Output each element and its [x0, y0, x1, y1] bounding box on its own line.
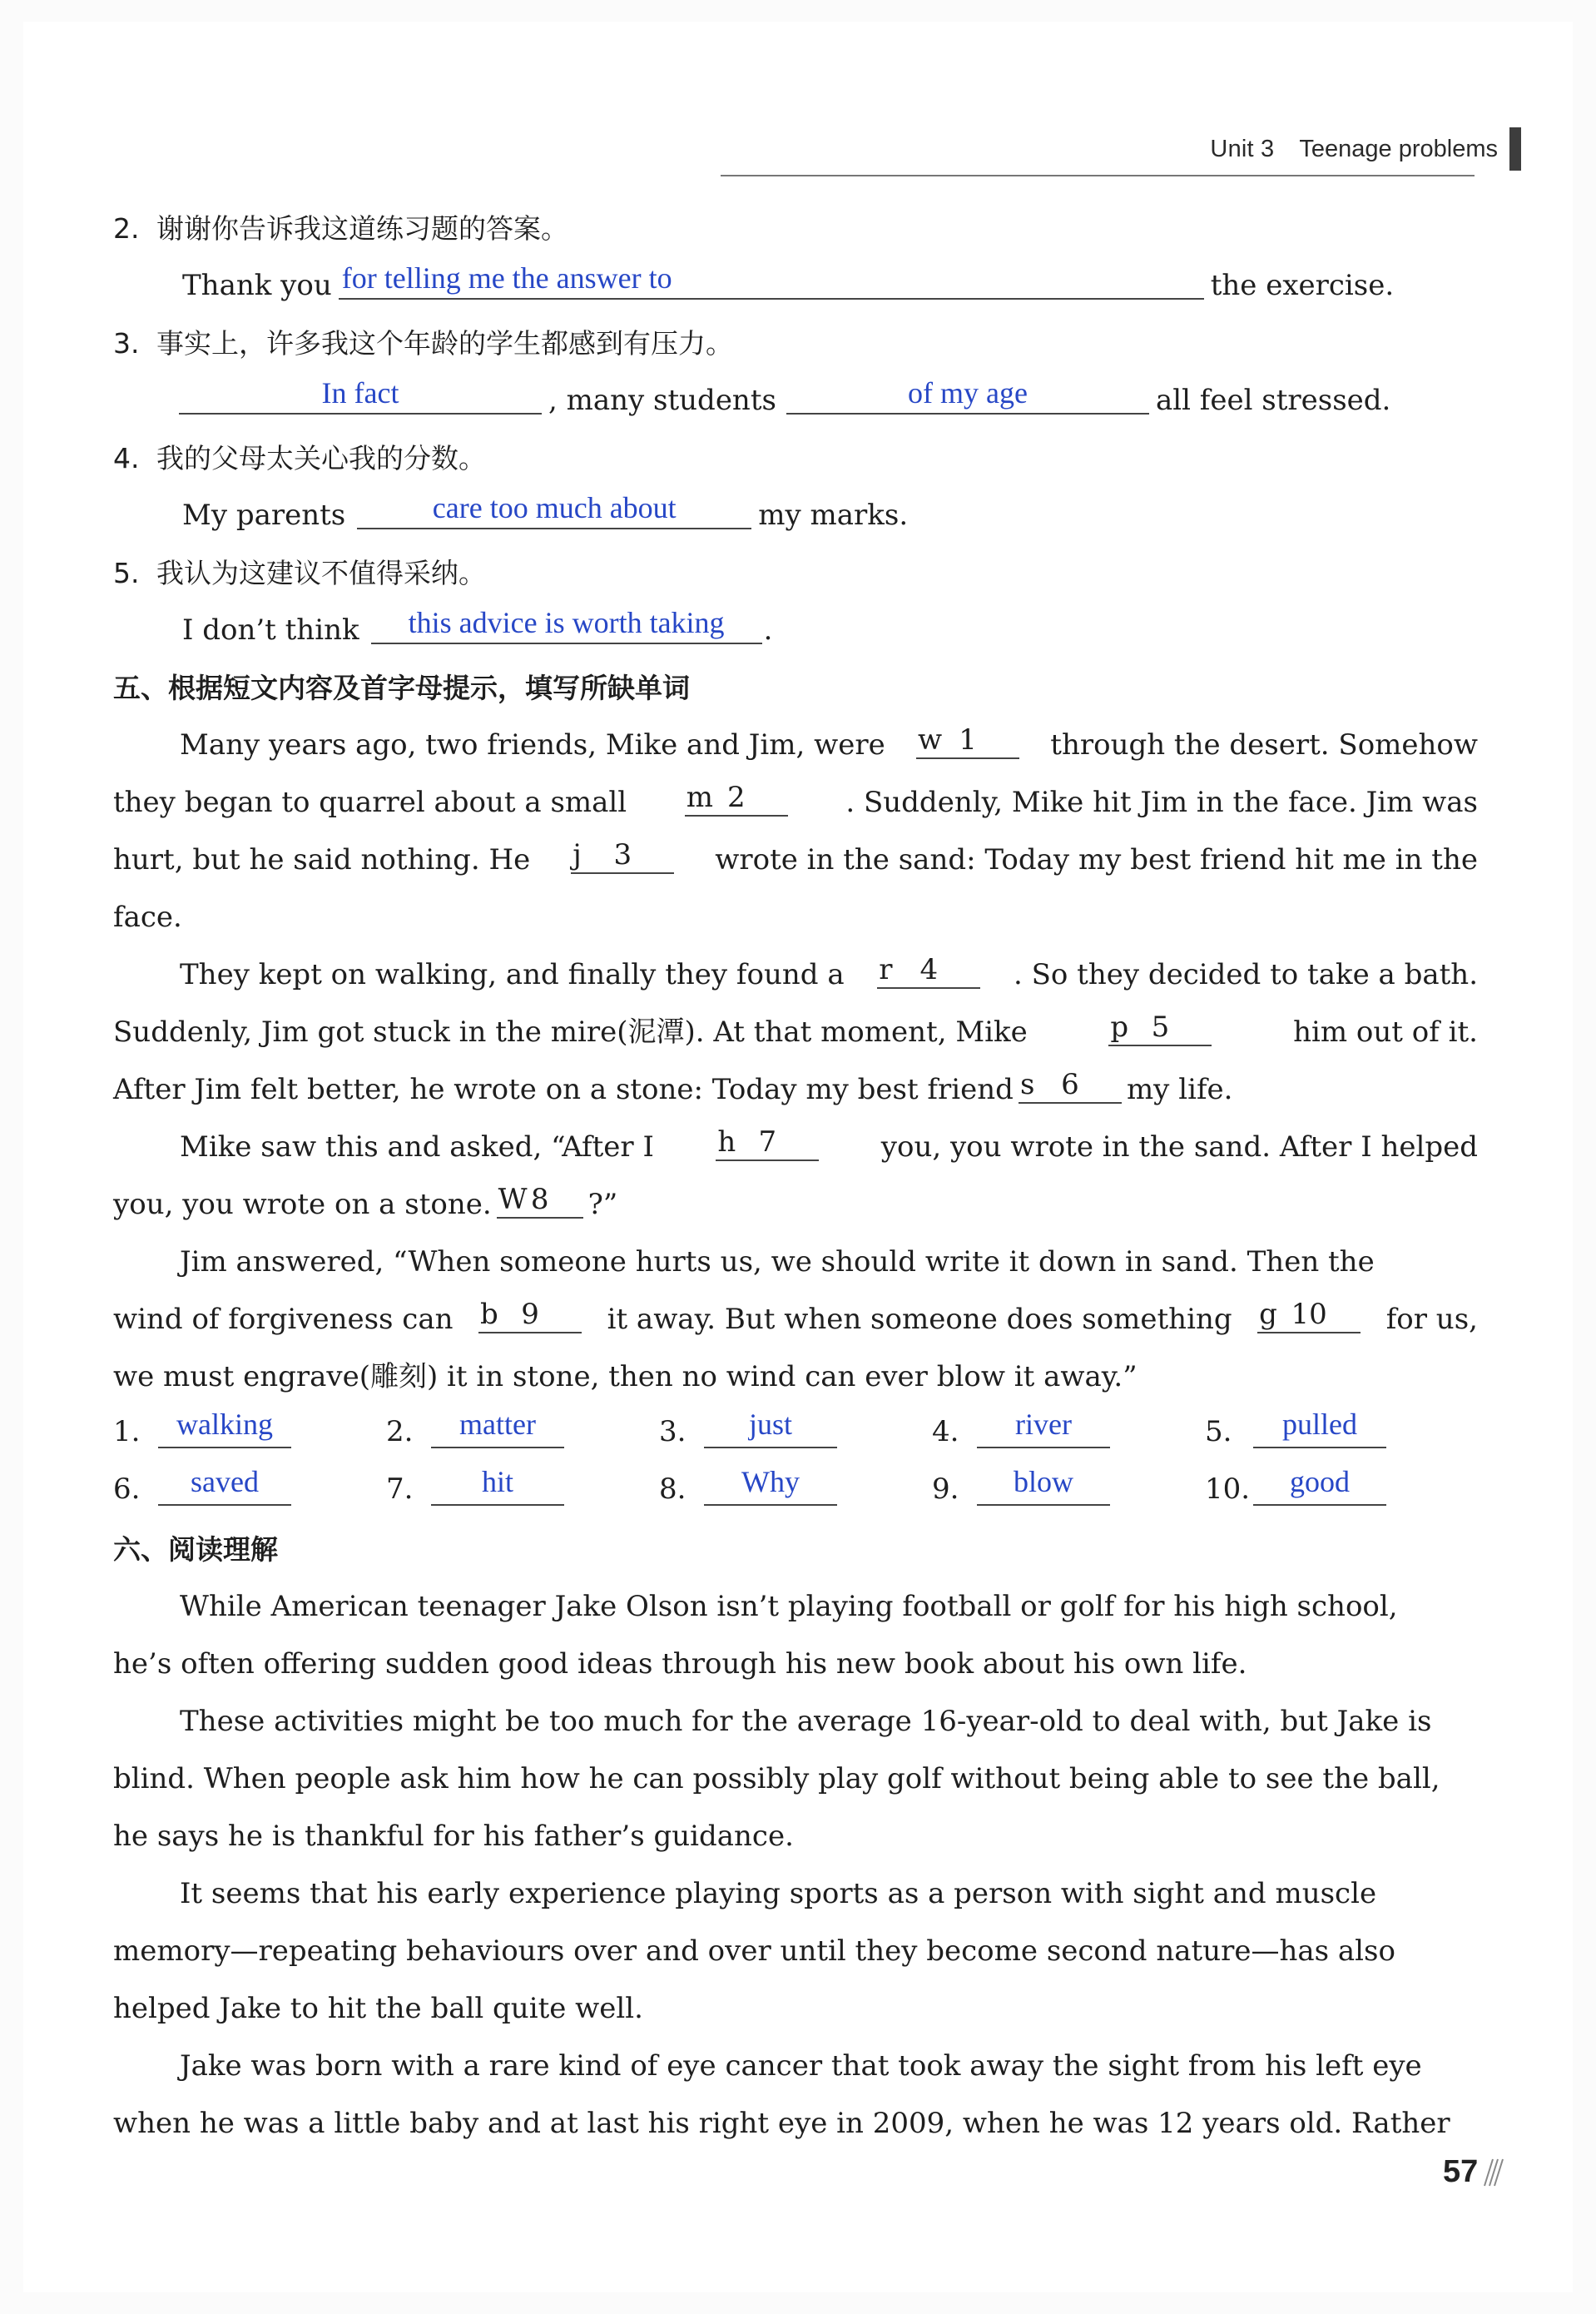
question-4-english: My parents care too much about my marks.	[182, 491, 909, 532]
blank-6[interactable]: s 6	[1019, 1069, 1122, 1104]
reading-line: memory—repeating behaviours over and over until they become second nature—has also	[113, 1934, 1395, 1968]
question-5-chinese: 5. 我认为这建议不值得采纳。	[113, 557, 486, 589]
answer-blank-q4[interactable]	[357, 493, 751, 529]
reading-line: While American teenager Jake Olson isn’t playing football or golf for his high school,	[180, 1590, 1398, 1623]
reading-line: These activities might be too much for the average 16-year-old to deal with, but Jake is	[180, 1705, 1432, 1738]
reading-line: Jake was born with a rare kind of eye cancer that took away the sight from his left eye	[180, 2049, 1422, 2083]
passage-line: they began to quarrel about a small m 2 . Suddenly, Mike hit Jim in the face. Jim was	[113, 781, 1478, 819]
blank-1[interactable]: w 1	[916, 724, 1019, 759]
header-tab-bar	[1509, 127, 1521, 171]
passage-line: hurt, but he said nothing. He j 3 wrote in the sand: Today my best friend hit me in the	[113, 838, 1478, 876]
question-2-english: Thank you for telling me the answer to the exercise.	[182, 261, 1395, 302]
answer-line[interactable]	[158, 1410, 291, 1448]
passage-line: you, you wrote on a stone. W 8 ?”	[113, 1183, 618, 1221]
answer-line[interactable]	[431, 1467, 564, 1506]
answer-blank-q5[interactable]	[371, 608, 762, 644]
answers-row-1	[113, 1391, 1478, 1448]
handwritten-answer: Why	[741, 1465, 800, 1498]
reading-line: blind. When people ask him how he can possibly play golf without being able to see the ball,	[113, 1762, 1440, 1795]
blank-10[interactable]: g 10	[1257, 1299, 1361, 1333]
answer-line[interactable]	[704, 1467, 837, 1506]
passage-line: we must engrave(雕刻) it in stone, then no wind can ever blow it away.”	[113, 1360, 1138, 1393]
passage-line: After Jim felt better, he wrote on a stone: Today my best friend s 6 my life.	[113, 1068, 1233, 1106]
blank-7[interactable]: h 7	[716, 1126, 819, 1161]
handwritten-answer: for telling me the answer to	[341, 261, 672, 295]
question-3-chinese: 3. 事实上，许多我这个年龄的学生都感到有压力。	[113, 327, 733, 360]
answer-blank-q3a[interactable]	[179, 378, 542, 415]
blank-3[interactable]: j 3	[571, 839, 674, 874]
blank-8[interactable]: W 8	[497, 1184, 583, 1219]
answer-item: 8. Why	[659, 1467, 932, 1506]
reading-line: he’s often offering sudden good ideas through his new book about his own life.	[113, 1647, 1247, 1681]
answer-item: 10. good	[1205, 1467, 1478, 1506]
workbook-page	[23, 22, 1573, 2292]
page-content	[113, 185, 1478, 2138]
answer-item: 1. walking	[113, 1410, 386, 1448]
handwritten-answer: walking	[176, 1408, 273, 1441]
answers-row-2	[113, 1448, 1478, 1506]
handwritten-answer: of my age	[907, 376, 1028, 410]
handwritten-answer: river	[1015, 1408, 1072, 1441]
question-4-chinese: 4. 我的父母太关心我的分数。	[113, 442, 486, 474]
answer-item: 9. blow	[932, 1467, 1205, 1506]
handwritten-answer: pulled	[1282, 1408, 1357, 1441]
handwritten-answer: care too much about	[432, 491, 677, 524]
reading-line: helped Jake to hit the ball quite well.	[113, 1992, 643, 2025]
running-header	[1210, 120, 1521, 178]
answer-line[interactable]	[977, 1467, 1110, 1506]
answer-item: 4. river	[932, 1410, 1205, 1448]
blank-9[interactable]: b 9	[478, 1299, 582, 1333]
passage-line: face.	[113, 901, 182, 934]
page-number: 57	[1443, 2154, 1479, 2189]
answer-blank-q3b[interactable]	[786, 378, 1149, 415]
handwritten-answer: matter	[459, 1408, 536, 1441]
reading-line: he says he is thankful for his father’s guidance.	[113, 1820, 794, 1853]
passage-line: Suddenly, Jim got stuck in the mire(泥潭). At that moment, Mike p 5 him out of it.	[113, 1011, 1478, 1049]
handwritten-answer: this advice is worth taking	[408, 606, 725, 639]
blank-2[interactable]: m 2	[685, 782, 788, 817]
handwritten-answer: saved	[191, 1465, 259, 1498]
answer-line[interactable]	[431, 1410, 564, 1448]
answer-item: 2. matter	[386, 1410, 659, 1448]
handwritten-answer: In fact	[321, 376, 399, 410]
handwritten-answer: blow	[1014, 1465, 1073, 1498]
answer-line[interactable]	[1253, 1467, 1386, 1506]
answer-item: 3. just	[659, 1410, 932, 1448]
question-3-english: In fact , many students of my age all feel stressed.	[113, 357, 1478, 415]
answer-item: 5. pulled	[1205, 1410, 1478, 1448]
answer-blank-q2[interactable]	[339, 263, 1204, 300]
blank-5[interactable]: p 5	[1108, 1011, 1212, 1046]
passage-line: They kept on walking, and finally they found a r 4 . So they decided to take a bath.	[180, 953, 1478, 991]
unit-title: Teenage problems	[1299, 135, 1498, 162]
answer-item: 7. hit	[386, 1467, 659, 1506]
reading-line: when he was a little baby and at last his right eye in 2009, when he was 12 years old. Rather	[113, 2107, 1450, 2140]
handwritten-answer: hit	[481, 1465, 513, 1498]
blank-4[interactable]: r 4	[877, 954, 980, 989]
section-5-title: 五、根据短文内容及首字母提示，填写所缺单词	[113, 672, 690, 704]
page-corner-icon	[1481, 2154, 1506, 2187]
question-5-english: I don’t think this advice is worth taking .	[182, 606, 773, 647]
answer-line[interactable]	[158, 1467, 291, 1506]
section-6-title: 六、阅读理解	[113, 1533, 278, 1566]
passage-line: Jim answered, “When someone hurts us, we should write it down in sand. Then the	[180, 1245, 1375, 1279]
answer-line[interactable]	[1253, 1410, 1386, 1448]
question-2-chinese: 2. 谢谢你告诉我这道练习题的答案。	[113, 212, 568, 245]
passage-line: wind of forgiveness can b 9 it away. But when someone does something g 10 for us,	[113, 1298, 1478, 1336]
passage-line: Many years ago, two friends, Mike and Jim, were w 1 through the desert. Somehow	[180, 723, 1478, 762]
unit-label: Unit 3	[1210, 135, 1275, 162]
handwritten-answer: good	[1290, 1465, 1350, 1498]
reading-line: It seems that his early experience playing sports as a person with sight and muscle	[180, 1877, 1377, 1910]
answer-line[interactable]	[704, 1410, 837, 1448]
answer-line[interactable]	[977, 1410, 1110, 1448]
answer-item: 6. saved	[113, 1467, 386, 1506]
handwritten-answer: just	[748, 1408, 792, 1441]
passage-line: Mike saw this and asked, “After I h 7 you, you wrote in the sand. After I helped	[180, 1125, 1478, 1164]
